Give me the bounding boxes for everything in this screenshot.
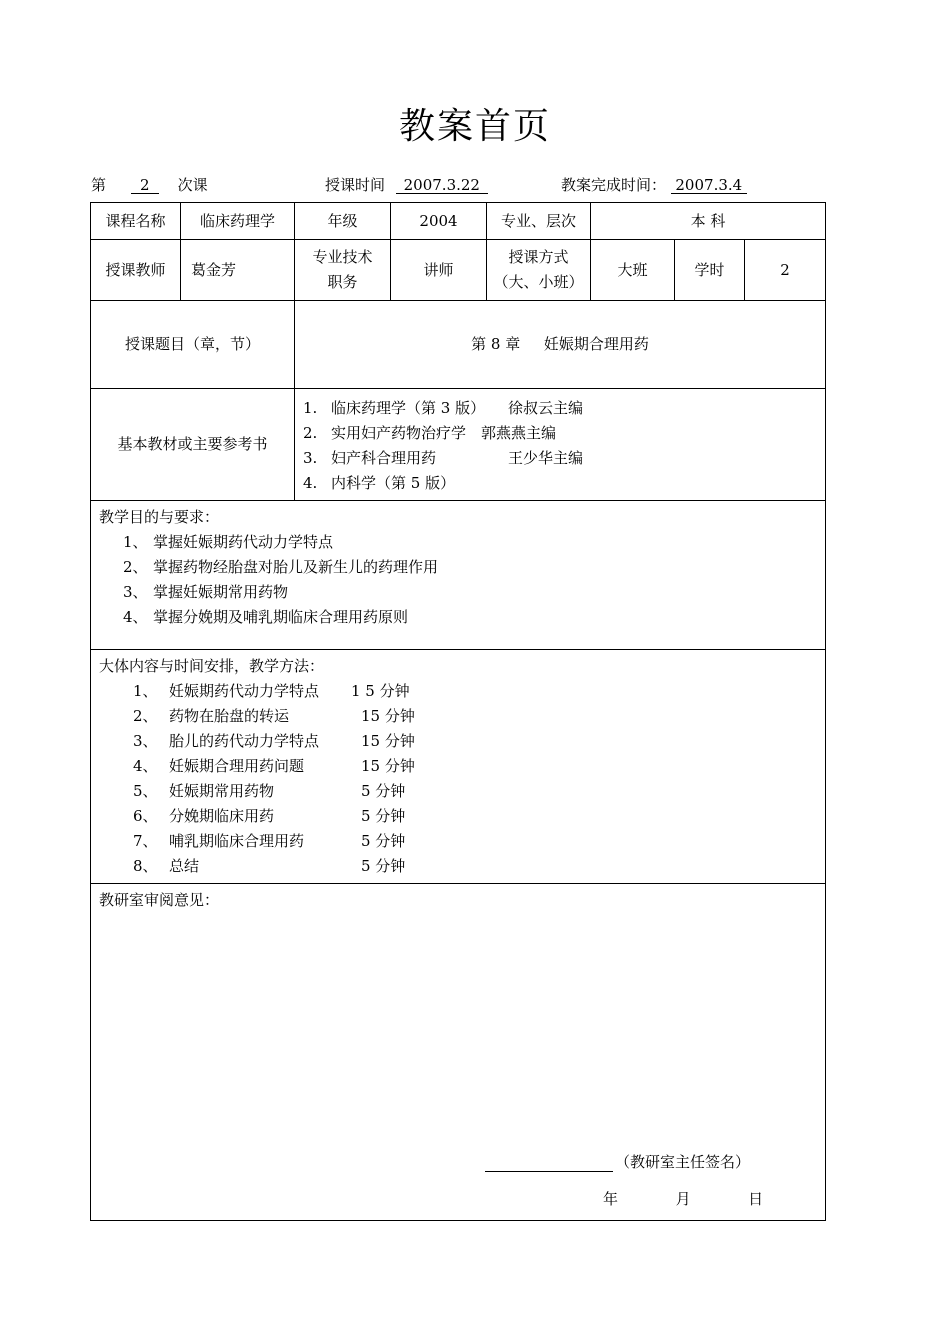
schedule-cell bbox=[91, 650, 826, 884]
schedule-text: 分娩期临床用药 bbox=[169, 807, 275, 825]
reference-name: 内科学（第 5 版） bbox=[331, 474, 456, 492]
complete-time-value: 2007.3.4 bbox=[671, 177, 747, 194]
schedule-item bbox=[99, 804, 817, 829]
reference-item bbox=[303, 471, 817, 496]
objective-item bbox=[99, 555, 817, 580]
schedule-time: 15 分钟 bbox=[361, 757, 415, 775]
schedule-time: 15 分钟 bbox=[361, 707, 415, 725]
objective-num: 2、 bbox=[123, 558, 148, 576]
objective-text: 掌握药物经胎盘对胎儿及新生儿的药理作用 bbox=[153, 558, 439, 576]
reference-item bbox=[303, 421, 817, 446]
schedule-time: 5 分钟 bbox=[361, 782, 406, 800]
topic-chapter: 第 8 章 bbox=[471, 335, 521, 353]
schedule-num: 8、 bbox=[133, 857, 158, 875]
reference-num: 3. bbox=[303, 449, 318, 467]
teach-time-line bbox=[325, 174, 488, 195]
course-row bbox=[91, 203, 826, 240]
major-label: 专业、层次 bbox=[487, 203, 591, 240]
reference-name: 实用妇产药物治疗学 bbox=[331, 424, 467, 442]
signature-blank bbox=[485, 1155, 613, 1172]
grade-value: 2004 bbox=[391, 203, 487, 240]
schedule-text: 哺乳期临床合理用药 bbox=[169, 832, 305, 850]
teach-time-value: 2007.3.22 bbox=[396, 177, 488, 194]
signature-line bbox=[485, 1152, 750, 1172]
reference-num: 1. bbox=[303, 399, 318, 417]
reference-editor: 徐叔云主编 bbox=[508, 399, 584, 417]
schedule-num: 7、 bbox=[133, 832, 158, 850]
objective-num: 4、 bbox=[123, 608, 148, 626]
objective-item bbox=[99, 530, 817, 555]
complete-time-line bbox=[561, 174, 747, 195]
schedule-item bbox=[99, 679, 817, 704]
schedule-text: 妊娠期常用药物 bbox=[169, 782, 275, 800]
objectives-cell bbox=[91, 501, 826, 650]
course-name-value: 临床药理学 bbox=[181, 203, 295, 240]
signature-label: （教研室主任签名） bbox=[615, 1153, 751, 1171]
references-list bbox=[295, 389, 826, 501]
topic-row bbox=[91, 301, 826, 389]
schedule-num: 4、 bbox=[133, 757, 158, 775]
lesson-suffix: 次课 bbox=[177, 176, 208, 194]
reference-num: 4. bbox=[303, 474, 318, 492]
schedule-item bbox=[99, 779, 817, 804]
course-name-label: 课程名称 bbox=[91, 203, 181, 240]
professional-title-label-line1: 专业技术 bbox=[312, 248, 373, 266]
page-title: 教案首页 bbox=[398, 106, 551, 147]
schedule-text: 妊娠期合理用药问题 bbox=[169, 757, 305, 775]
review-cell bbox=[91, 884, 826, 1221]
schedule-num: 6、 bbox=[133, 807, 158, 825]
objective-text: 掌握分娩期及哺乳期临床合理用药原则 bbox=[153, 608, 409, 626]
schedule-num: 2、 bbox=[133, 707, 158, 725]
teacher-label: 授课教师 bbox=[91, 240, 181, 301]
topic-value: 妊娠期合理用药 bbox=[543, 335, 649, 353]
reference-editor: 郭燕燕主编 bbox=[481, 424, 557, 442]
schedule-item bbox=[99, 754, 817, 779]
schedule-time: 5 分钟 bbox=[361, 832, 406, 850]
review-date bbox=[603, 1189, 763, 1209]
reference-editor: 王少华主编 bbox=[508, 449, 584, 467]
reference-item bbox=[303, 446, 817, 471]
schedule-time: 15 分钟 bbox=[361, 732, 415, 750]
references-row bbox=[91, 389, 826, 501]
schedule-heading: 大体内容与时间安排，教学方法： bbox=[99, 657, 325, 675]
reference-name: 妇产科合理用药 bbox=[331, 449, 437, 467]
hours-label: 学时 bbox=[675, 240, 745, 301]
topic-value-cell bbox=[295, 301, 826, 389]
teaching-method-label bbox=[487, 240, 591, 301]
schedule-row bbox=[91, 650, 826, 884]
teaching-method-label-line2: （大、小班） bbox=[493, 273, 584, 291]
review-heading: 教研室审阅意见： bbox=[99, 891, 220, 909]
grade-label: 年级 bbox=[295, 203, 391, 240]
review-row bbox=[91, 884, 826, 1221]
teach-time-label: 授课时间 bbox=[325, 176, 386, 194]
schedule-item bbox=[99, 729, 817, 754]
objective-item bbox=[99, 605, 817, 630]
lesson-number-value: 2 bbox=[131, 177, 159, 194]
professional-title-label-line2: 职务 bbox=[327, 273, 358, 291]
schedule-time: 5 分钟 bbox=[361, 857, 406, 875]
date-day: 日 bbox=[748, 1190, 764, 1208]
hours-value: 2 bbox=[745, 240, 826, 301]
date-year: 年 bbox=[603, 1190, 619, 1208]
schedule-text: 总结 bbox=[169, 857, 200, 875]
schedule-text: 药物在胎盘的转运 bbox=[169, 707, 290, 725]
professional-title-label bbox=[295, 240, 391, 301]
reference-item bbox=[303, 396, 817, 421]
objective-text: 掌握妊娠期药代动力学特点 bbox=[153, 533, 334, 551]
objective-item bbox=[99, 580, 817, 605]
schedule-num: 3、 bbox=[133, 732, 158, 750]
schedule-item bbox=[99, 829, 817, 854]
professional-title-value: 讲师 bbox=[391, 240, 487, 301]
objectives-row bbox=[91, 501, 826, 650]
teaching-method-label-line1: 授课方式 bbox=[508, 248, 569, 266]
references-label: 基本教材或主要参考书 bbox=[91, 389, 295, 501]
objective-num: 1、 bbox=[123, 533, 148, 551]
reference-num: 2. bbox=[303, 424, 318, 442]
teacher-value: 葛金芳 bbox=[181, 240, 295, 301]
schedule-text: 妊娠期药代动力学特点 bbox=[169, 682, 320, 700]
schedule-item bbox=[99, 854, 817, 879]
schedule-time: 1 5 分钟 bbox=[351, 682, 410, 700]
lesson-number-line bbox=[91, 174, 208, 195]
major-value: 本 科 bbox=[591, 203, 826, 240]
reference-name: 临床药理学（第 3 版） bbox=[331, 399, 486, 417]
teaching-method-value: 大班 bbox=[591, 240, 675, 301]
complete-time-label: 教案完成时间： bbox=[561, 176, 667, 194]
objective-text: 掌握妊娠期常用药物 bbox=[153, 583, 289, 601]
objective-num: 3、 bbox=[123, 583, 148, 601]
topic-label: 授课题目（章，节） bbox=[91, 301, 295, 389]
schedule-num: 5、 bbox=[133, 782, 158, 800]
date-month: 月 bbox=[675, 1190, 691, 1208]
schedule-text: 胎儿的药代动力学特点 bbox=[169, 732, 320, 750]
lesson-prefix: 第 bbox=[91, 176, 107, 194]
schedule-time: 5 分钟 bbox=[361, 807, 406, 825]
objectives-heading: 教学目的与要求： bbox=[99, 508, 220, 526]
schedule-item bbox=[99, 704, 817, 729]
schedule-num: 1、 bbox=[133, 682, 158, 700]
lesson-plan-table bbox=[90, 202, 826, 1221]
teacher-row bbox=[91, 240, 826, 301]
